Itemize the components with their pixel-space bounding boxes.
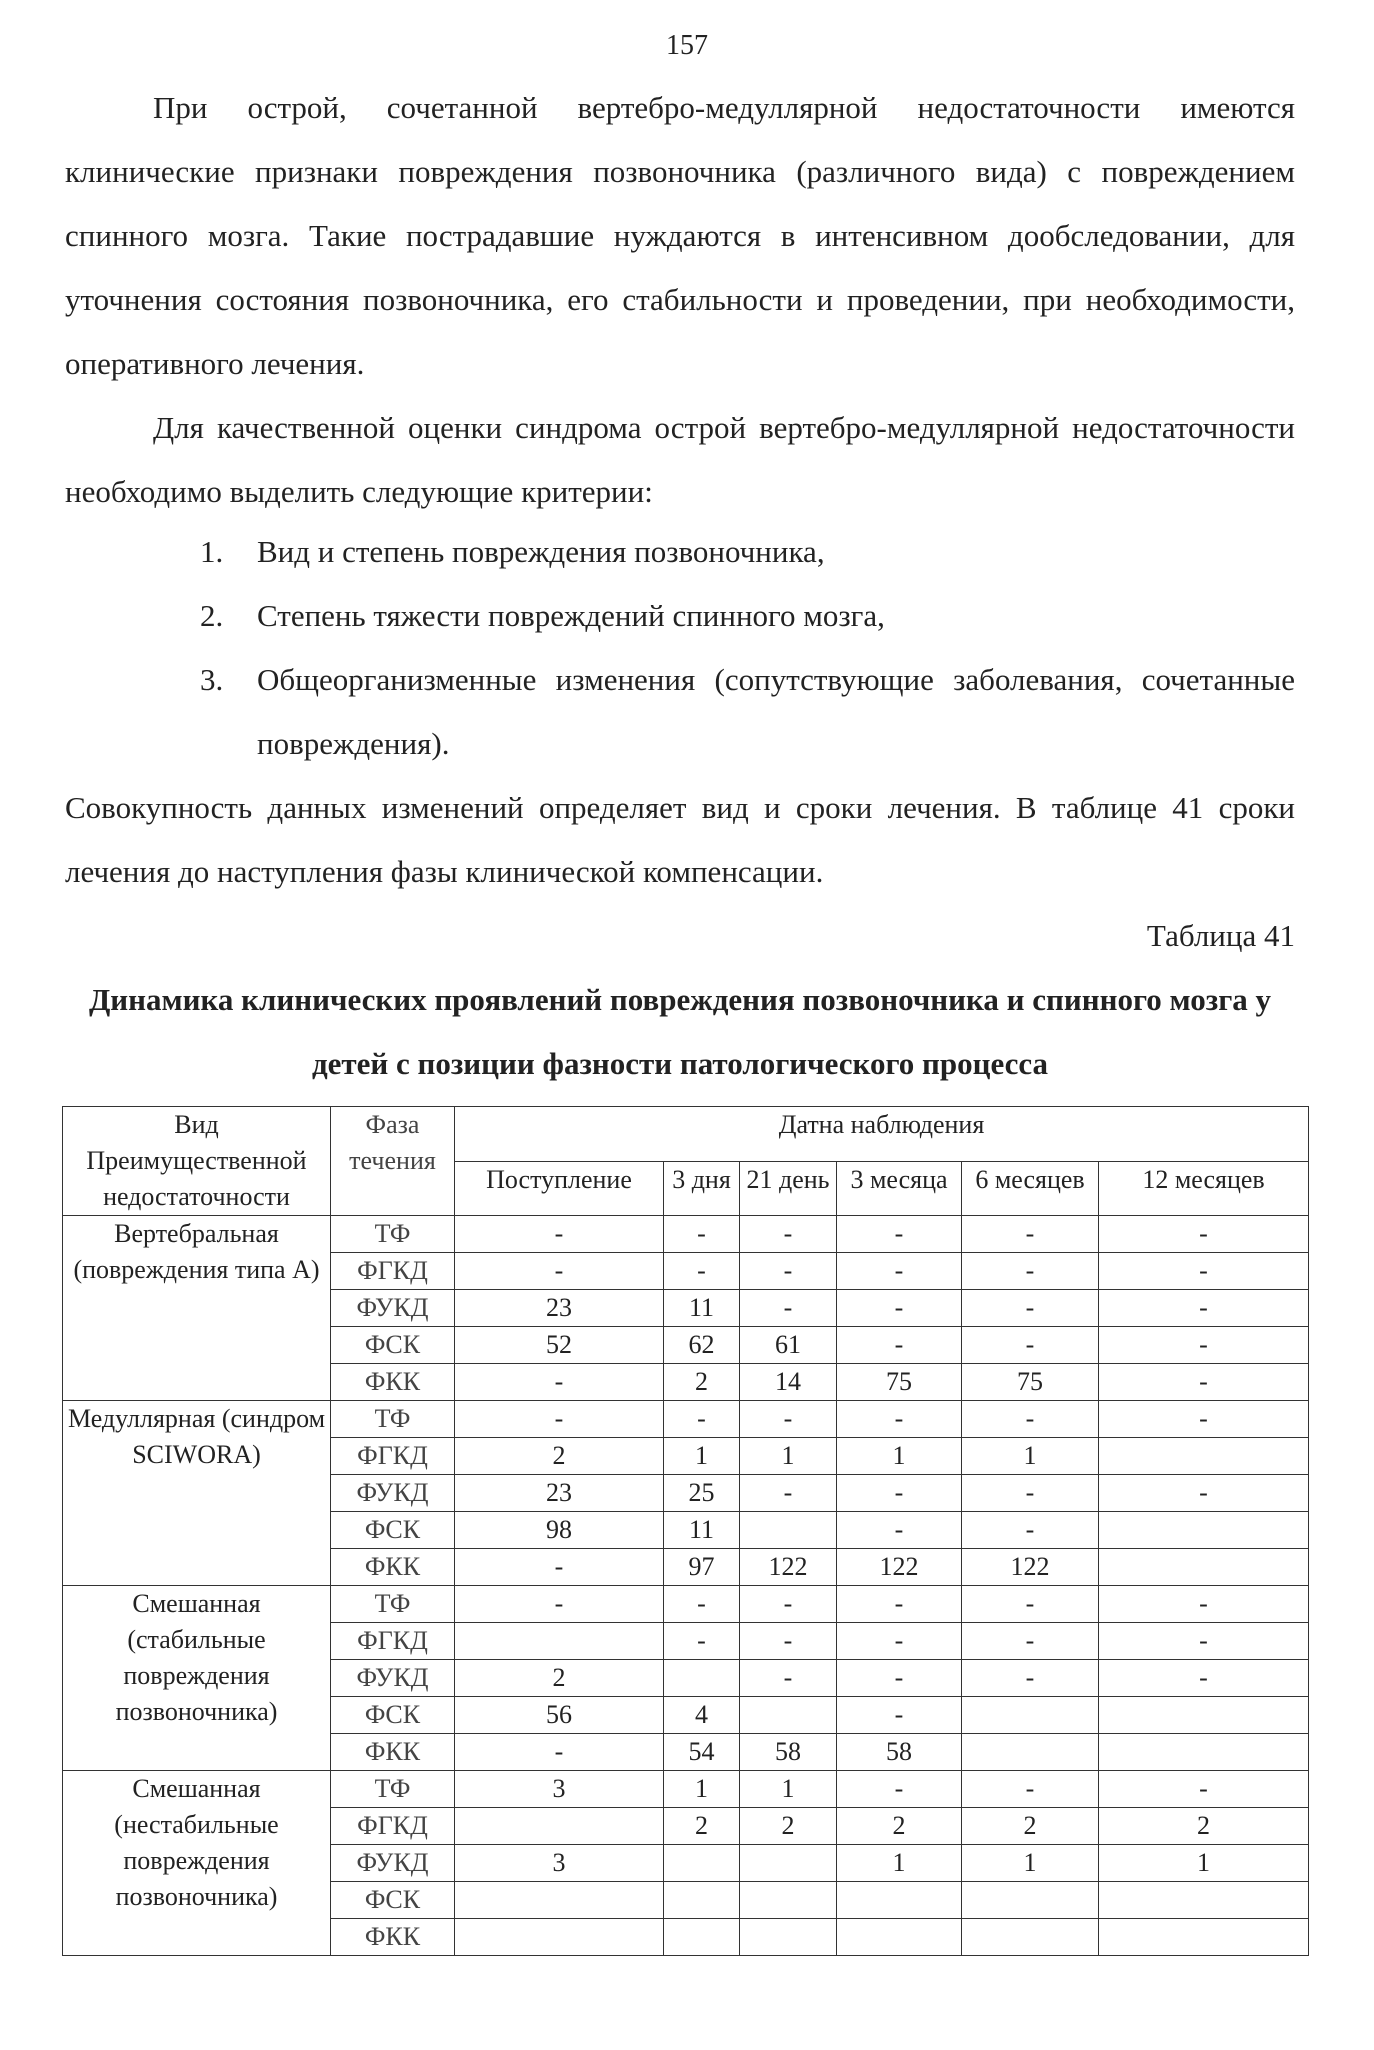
phase-cell: ФУКД [331,1845,455,1882]
value-cell: 11 [664,1512,740,1549]
value-cell: - [962,1253,1099,1290]
value-cell: 122 [740,1549,837,1586]
value-cell [1099,1734,1309,1771]
value-cell [1099,1919,1309,1956]
value-cell: 3 [455,1845,664,1882]
value-cell [740,1882,837,1919]
table-header-row [63,1107,1309,1162]
value-cell: 1 [740,1438,837,1475]
value-cell [1099,1549,1309,1586]
value-cell: - [962,1771,1099,1808]
paragraph-1: При острой, сочетанной вертебро-медуллярной недостаточности имеются клинические признаки повреждения позвоночника (различного вида) с повреждением спинного мозга. Такие пострадавшие нуждаются в интенсивном дообследовании, для уточнения состояния позвоночника, его стабильности и проведении, при необходимости, оперативного лечения. [65,90,1295,381]
header-date: 21 день [740,1161,837,1216]
value-cell [740,1512,837,1549]
value-cell: - [1099,1586,1309,1623]
value-cell: 2 [455,1660,664,1697]
value-cell [455,1808,664,1845]
value-cell: - [455,1364,664,1401]
value-cell: - [740,1290,837,1327]
value-cell: 11 [664,1290,740,1327]
value-cell: 58 [740,1734,837,1771]
criteria-text: Вид и степень повреждения позвоночника, [257,534,825,569]
value-cell: 1 [837,1845,962,1882]
value-cell [962,1919,1099,1956]
value-cell [837,1882,962,1919]
value-cell: - [962,1327,1099,1364]
value-cell [1099,1882,1309,1919]
value-cell: - [740,1660,837,1697]
value-cell: - [837,1290,962,1327]
value-cell: - [1099,1623,1309,1660]
group-label: Медуллярная (синдром SCIWORA) [63,1401,331,1586]
value-cell: 122 [962,1549,1099,1586]
value-cell: - [962,1475,1099,1512]
paragraph-3: Совокупность данных изменений определяет вид и сроки лечения. В таблице 41 сроки лечения до наступления фазы клинической компенсации. [65,790,1295,889]
header-date-group: Датна наблюдения [455,1107,1309,1162]
value-cell: - [455,1216,664,1253]
value-cell: - [1099,1216,1309,1253]
header-type: Вид Преимущественной недостаточности [63,1107,331,1216]
phase-cell: ФГКД [331,1438,455,1475]
criteria-item [200,520,1295,584]
value-cell: 2 [664,1808,740,1845]
value-cell [962,1697,1099,1734]
value-cell: 2 [664,1364,740,1401]
value-cell: - [962,1512,1099,1549]
value-cell: - [837,1401,962,1438]
value-cell: - [837,1327,962,1364]
value-cell: - [837,1216,962,1253]
value-cell: - [837,1697,962,1734]
value-cell: 75 [837,1364,962,1401]
phase-cell: ФГКД [331,1808,455,1845]
table-body [63,1216,1309,1956]
phase-cell: ФСК [331,1327,455,1364]
phase-cell: ФКК [331,1549,455,1586]
value-cell [1099,1697,1309,1734]
phase-cell: ФУКД [331,1475,455,1512]
phase-cell: ТФ [331,1586,455,1623]
value-cell: - [837,1586,962,1623]
value-cell: 23 [455,1475,664,1512]
body-text [65,76,1295,524]
value-cell: - [837,1660,962,1697]
phase-cell: ТФ [331,1216,455,1253]
value-cell: - [664,1623,740,1660]
value-cell: 1 [837,1438,962,1475]
value-cell [455,1919,664,1956]
value-cell: - [1099,1290,1309,1327]
page-number: 157 [666,30,708,61]
table-row [63,1771,1309,1808]
value-cell: 1 [962,1845,1099,1882]
phase-cell: ФСК [331,1512,455,1549]
value-cell: - [962,1216,1099,1253]
value-cell: 4 [664,1697,740,1734]
value-cell [962,1882,1099,1919]
criteria-item [200,584,1295,648]
value-cell [664,1882,740,1919]
value-cell: - [664,1401,740,1438]
value-cell [664,1660,740,1697]
value-cell: - [962,1660,1099,1697]
value-cell [740,1919,837,1956]
value-cell: 75 [962,1364,1099,1401]
value-cell: - [455,1401,664,1438]
value-cell: - [837,1475,962,1512]
phase-cell: ТФ [331,1401,455,1438]
value-cell: - [962,1401,1099,1438]
value-cell [1099,1438,1309,1475]
value-cell: - [740,1253,837,1290]
paragraph-2: Для качественной оценки синдрома острой вертебро-медуллярной недостаточности необходимо выделить следующие критерии: [65,410,1295,509]
value-cell [1099,1512,1309,1549]
value-cell: 54 [664,1734,740,1771]
phase-cell: ТФ [331,1771,455,1808]
phase-cell: ФКК [331,1919,455,1956]
value-cell: 1 [664,1771,740,1808]
value-cell: 52 [455,1327,664,1364]
value-cell: 2 [962,1808,1099,1845]
value-cell: - [1099,1253,1309,1290]
value-cell [740,1697,837,1734]
value-cell: 3 [455,1771,664,1808]
header-date: Поступление [455,1161,664,1216]
phase-cell: ФУКД [331,1290,455,1327]
value-cell: 61 [740,1327,837,1364]
value-cell: 58 [837,1734,962,1771]
value-cell: - [962,1623,1099,1660]
value-cell: - [740,1623,837,1660]
value-cell: 14 [740,1364,837,1401]
criteria-text: Степень тяжести повреждений спинного мозга, [257,598,885,633]
value-cell: 1 [664,1438,740,1475]
value-cell: 2 [740,1808,837,1845]
value-cell: - [837,1512,962,1549]
value-cell: - [837,1771,962,1808]
value-cell [664,1845,740,1882]
value-cell: - [455,1586,664,1623]
value-cell: - [1099,1364,1309,1401]
value-cell: 98 [455,1512,664,1549]
phase-cell: ФУКД [331,1660,455,1697]
value-cell: 62 [664,1327,740,1364]
value-cell: 25 [664,1475,740,1512]
table-caption: Таблица 41 [1146,918,1295,953]
criteria-number: 3. [200,662,224,697]
value-cell: - [962,1290,1099,1327]
group-label: Вертебральная (повреждения типа А) [63,1216,331,1401]
value-cell: - [1099,1475,1309,1512]
value-cell: 2 [837,1808,962,1845]
value-cell [962,1734,1099,1771]
value-cell: - [1099,1327,1309,1364]
phase-cell: ФКК [331,1364,455,1401]
value-cell: - [962,1586,1099,1623]
value-cell: - [455,1734,664,1771]
value-cell: - [1099,1771,1309,1808]
value-cell: - [740,1216,837,1253]
phase-cell: ФСК [331,1882,455,1919]
value-cell [455,1882,664,1919]
value-cell: - [740,1586,837,1623]
value-cell: - [1099,1401,1309,1438]
value-cell: - [837,1253,962,1290]
table-row [63,1216,1309,1253]
observation-table [62,1106,1309,1956]
value-cell: - [664,1253,740,1290]
criteria-item [200,648,1295,776]
phase-cell: ФГКД [331,1253,455,1290]
value-cell [740,1845,837,1882]
value-cell [664,1919,740,1956]
criteria-number: 1. [200,534,224,569]
group-label: Смешанная (нестабильные повреждения позвоночника) [63,1771,331,1956]
table-title: Динамика клинических проявлений повреждения позвоночника и спинного мозга у детей с позиции фазности патологического процесса [88,982,1272,1081]
table-row [63,1401,1309,1438]
header-date: 12 месяцев [1099,1161,1309,1216]
value-cell: - [455,1253,664,1290]
table-row [63,1586,1309,1623]
phase-cell: ФСК [331,1697,455,1734]
phase-cell: ФГКД [331,1623,455,1660]
value-cell [455,1623,664,1660]
value-cell: - [455,1549,664,1586]
value-cell: 2 [1099,1808,1309,1845]
value-cell: - [837,1623,962,1660]
group-label: Смешанная (стабильные повреждения позвоночника) [63,1586,331,1771]
value-cell: 97 [664,1549,740,1586]
phase-cell: ФКК [331,1734,455,1771]
value-cell: 1 [1099,1845,1309,1882]
value-cell: 2 [455,1438,664,1475]
value-cell: 56 [455,1697,664,1734]
value-cell: - [1099,1660,1309,1697]
value-cell: - [664,1216,740,1253]
value-cell: 23 [455,1290,664,1327]
header-date: 3 месяца [837,1161,962,1216]
header-phase: Фаза течения [331,1107,455,1216]
value-cell: - [740,1475,837,1512]
value-cell: 1 [962,1438,1099,1475]
value-cell: 1 [740,1771,837,1808]
value-cell: 122 [837,1549,962,1586]
criteria-text: Общеорганизменные изменения (сопутствующие заболевания, сочетанные повреждения). [257,662,1295,761]
value-cell: - [740,1401,837,1438]
value-cell: - [664,1586,740,1623]
criteria-list [200,520,1295,776]
header-date: 3 дня [664,1161,740,1216]
header-date: 6 месяцев [962,1161,1099,1216]
value-cell [837,1919,962,1956]
criteria-number: 2. [200,598,224,633]
